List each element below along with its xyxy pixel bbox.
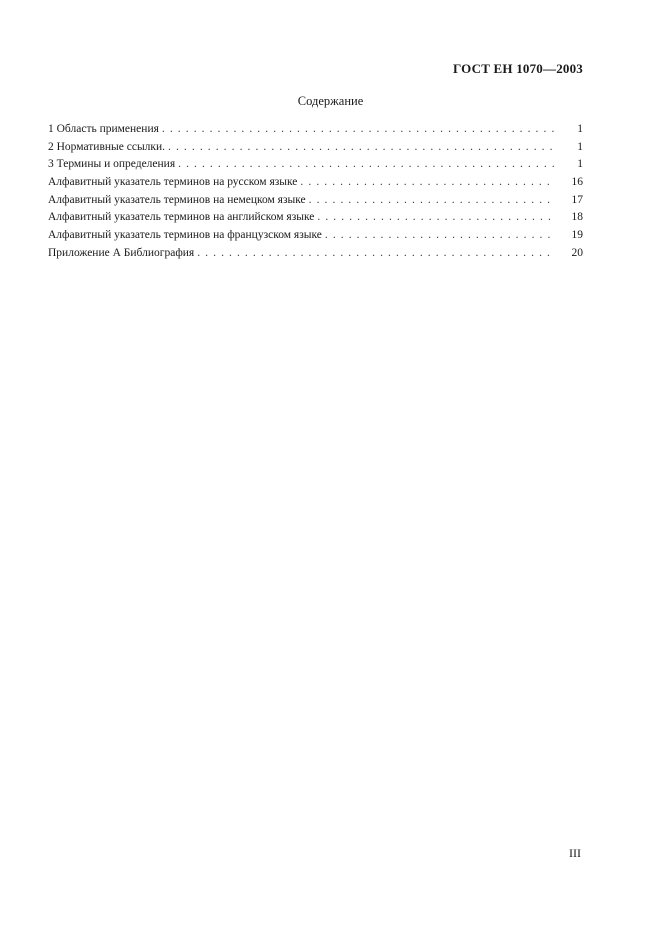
toc-entry-index-russian[interactable] bbox=[48, 174, 583, 192]
standard-code: ГОСТ ЕН 1070—2003 bbox=[453, 61, 583, 76]
toc-entry-page: 1 bbox=[577, 140, 583, 153]
toc-entry-label: Алфавитный указатель терминов на французском языке bbox=[48, 229, 322, 242]
toc-entry-page: 17 bbox=[571, 193, 583, 206]
toc-leader-dots bbox=[197, 245, 555, 263]
toc-title: Содержание bbox=[297, 94, 364, 108]
toc-entry-page: 19 bbox=[571, 229, 583, 242]
toc-entry-label: 1 Область применения bbox=[48, 123, 159, 135]
toc-leader-dots bbox=[325, 227, 555, 245]
toc-entry-appendix-bibliography[interactable] bbox=[48, 245, 583, 263]
toc-entry-page: 20 bbox=[571, 246, 583, 259]
toc-entry-label: 2 Нормативные ссылки. bbox=[48, 140, 166, 153]
toc-entry-page: 18 bbox=[571, 211, 583, 224]
toc-leader-dots bbox=[168, 139, 555, 157]
toc-leader-dots bbox=[178, 156, 555, 174]
toc-entry-terms-definitions[interactable] bbox=[48, 156, 583, 174]
toc-entry-page: 16 bbox=[571, 176, 583, 189]
toc-entry-index-french[interactable] bbox=[48, 227, 583, 245]
toc-entry-page: 1 bbox=[577, 123, 583, 135]
toc-entry-label: 3 Термины и определения bbox=[48, 158, 176, 171]
toc-entry-scope[interactable] bbox=[48, 121, 583, 139]
toc-leader-dots bbox=[162, 121, 555, 139]
toc-entry-label: Алфавитный указатель терминов на английском языке bbox=[48, 211, 315, 224]
toc-entry-label: Алфавитный указатель терминов на немецком языке bbox=[48, 193, 306, 206]
toc-entry-label: Приложение А Библиография bbox=[48, 246, 195, 259]
table-of-contents bbox=[48, 121, 583, 263]
toc-leader-dots bbox=[309, 192, 555, 210]
toc-leader-dots bbox=[300, 174, 555, 192]
toc-entry-normative-references[interactable] bbox=[48, 139, 583, 157]
toc-entry-label: Алфавитный указатель терминов на русском языке bbox=[48, 176, 298, 189]
toc-leader-dots bbox=[317, 209, 555, 227]
page-number: III bbox=[569, 846, 581, 860]
toc-entry-page: 1 bbox=[577, 158, 583, 171]
toc-entry-index-english[interactable] bbox=[48, 209, 583, 227]
toc-entry-index-german[interactable] bbox=[48, 192, 583, 210]
